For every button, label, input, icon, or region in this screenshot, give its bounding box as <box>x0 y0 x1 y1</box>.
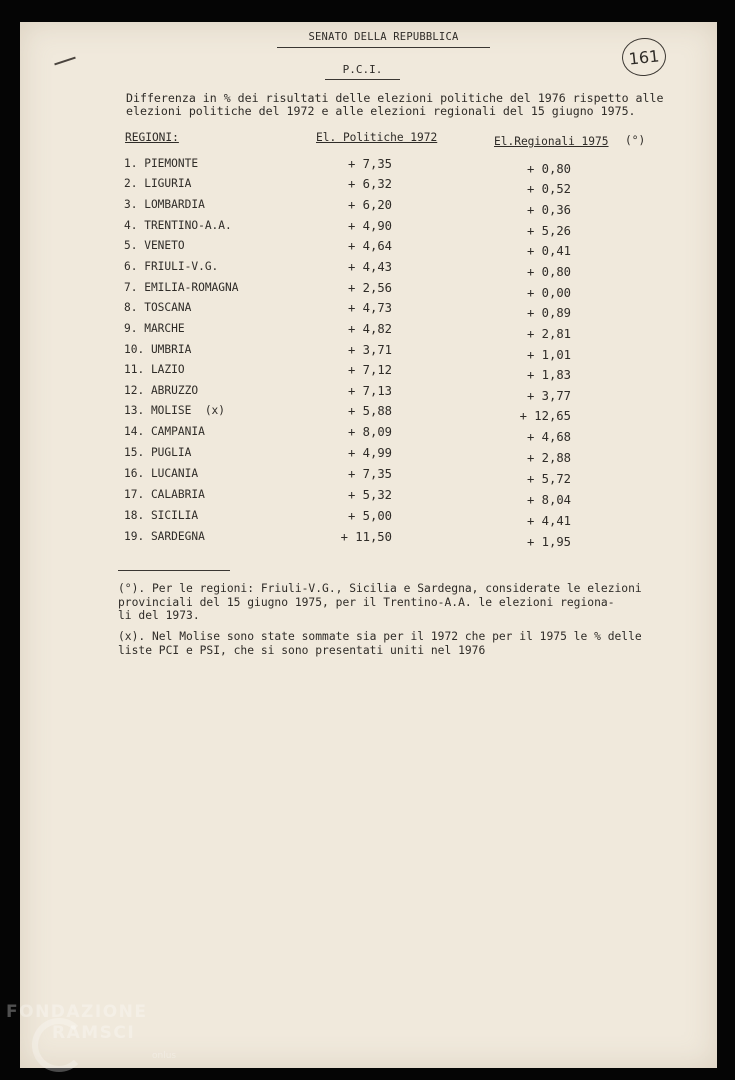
region-name: 14. CAMPANIA <box>124 425 205 438</box>
value-1972: + 4,73 <box>347 301 392 315</box>
value-1975: + 0,80 <box>526 265 571 279</box>
value-1975: + 1,95 <box>526 535 571 549</box>
region-name: 8. TOSCANA <box>124 301 192 314</box>
region-name: 7. EMILIA-ROMAGNA <box>124 281 239 294</box>
value-1972: + 6,32 <box>347 177 392 191</box>
value-1975: + 5,72 <box>526 472 571 486</box>
party-title: P.C.I. <box>325 63 400 80</box>
region-name: 3. LOMBARDIA <box>124 198 205 211</box>
table-row <box>0 425 735 445</box>
watermark-onlus: onlus <box>152 1051 177 1061</box>
table-row <box>0 281 735 301</box>
value-1975: + 1,83 <box>526 368 571 382</box>
table-row <box>0 177 735 197</box>
value-1972: + 4,99 <box>347 446 392 460</box>
value-1975: + 4,41 <box>526 514 571 528</box>
value-1975: + 0,52 <box>526 182 571 196</box>
table-row <box>0 404 735 424</box>
value-1975: + 0,89 <box>526 306 571 320</box>
value-1975: + 0,41 <box>526 244 571 258</box>
value-1972: + 5,00 <box>347 509 392 523</box>
value-1975: + 0,00 <box>526 286 571 300</box>
column-header-regionali-1975: El.Regionali 1975 <box>494 135 609 148</box>
table-row <box>0 446 735 466</box>
table-row <box>0 467 735 487</box>
value-1975: + 0,36 <box>526 203 571 217</box>
value-1972: + 5,32 <box>347 488 392 502</box>
value-1975: + 0,80 <box>526 162 571 176</box>
table-row <box>0 260 735 280</box>
table-row <box>0 239 735 259</box>
notes-separator <box>118 570 230 571</box>
value-1972: + 3,71 <box>347 343 392 357</box>
table-row <box>0 219 735 239</box>
region-name: 6. FRIULI-V.G. <box>124 260 219 273</box>
value-1975: + 4,68 <box>526 430 571 444</box>
region-name: 16. LUCANIA <box>124 467 199 480</box>
table-row <box>0 301 735 321</box>
value-1972: + 5,88 <box>347 404 392 418</box>
region-name: 19. SARDEGNA <box>124 530 205 543</box>
table-row <box>0 322 735 342</box>
watermark-line-2: RAMSCI <box>52 1023 136 1043</box>
value-1972: + 4,82 <box>347 322 392 336</box>
region-name: 12. ABRUZZO <box>124 384 199 397</box>
footnote-regions: (°). Per le regioni: Friuli-V.G., Sicilia e Sardegna, considerate le elezioni provinciali del 15 giugno 1975, per il Trentino-A.A. le elezioni regiona- li del 1973. <box>118 582 642 623</box>
value-1975: + 3,77 <box>526 389 571 403</box>
value-1972: + 7,35 <box>347 467 392 481</box>
value-1972: + 7,13 <box>347 384 392 398</box>
intro-text: Differenza in % dei risultati delle elezioni politiche del 1976 rispetto alle elezioni politiche del 1972 e alle elezioni regionali del 15 giugno 1975. <box>126 91 664 118</box>
region-name: 9. MARCHE <box>124 322 185 335</box>
region-name: 15. PUGLIA <box>124 446 192 459</box>
value-1975: + 12,65 <box>519 409 571 423</box>
value-1972: + 6,20 <box>347 198 392 212</box>
document-header: SENATO DELLA REPUBBLICA <box>277 31 490 48</box>
footnote-molise: (x). Nel Molise sono state sommate sia per il 1972 che per il 1975 le % delle liste PCI e PSI, che si sono presentati uniti nel 1976 <box>118 630 642 657</box>
table-row <box>0 384 735 404</box>
region-name: 17. CALABRIA <box>124 488 205 501</box>
region-name: 5. VENETO <box>124 239 185 252</box>
value-1972: + 8,09 <box>347 425 392 439</box>
region-name: 13. MOLISE (x) <box>124 404 226 417</box>
table-row <box>0 157 735 177</box>
region-name: 4. TRENTINO-A.A. <box>124 219 232 232</box>
table-row <box>0 198 735 218</box>
table-row <box>0 488 735 508</box>
archive-watermark-logo <box>2 1000 202 1078</box>
watermark-line-1: FONDAZIONE <box>6 1002 148 1022</box>
value-1972: + 2,56 <box>347 281 392 295</box>
page-number-circle: 161 <box>620 36 668 78</box>
column-header-regions: REGIONI: <box>125 131 179 144</box>
value-1975: + 5,26 <box>526 224 571 238</box>
region-name: 18. SICILIA <box>124 509 199 522</box>
value-1975: + 2,88 <box>526 451 571 465</box>
value-1975: + 1,01 <box>526 348 571 362</box>
value-1975: + 2,81 <box>526 327 571 341</box>
column-header-politiche-1972: El. Politiche 1972 <box>316 131 438 144</box>
region-name: 1. PIEMONTE <box>124 157 199 170</box>
value-1972: + 4,90 <box>347 219 392 233</box>
value-1972: + 4,43 <box>347 260 392 274</box>
value-1972: + 11,50 <box>340 530 392 544</box>
value-1972: + 7,12 <box>347 363 392 377</box>
table-row <box>0 509 735 529</box>
region-name: 2. LIGURIA <box>124 177 192 190</box>
table-row <box>0 363 735 383</box>
value-1972: + 7,35 <box>347 157 392 171</box>
column-header-note-marker: (°) <box>625 134 646 147</box>
value-1972: + 4,64 <box>347 239 392 253</box>
value-1975: + 8,04 <box>526 493 571 507</box>
region-name: 11. LAZIO <box>124 363 185 376</box>
region-name: 10. UMBRIA <box>124 343 192 356</box>
table-row <box>0 343 735 363</box>
table-row <box>0 530 735 550</box>
